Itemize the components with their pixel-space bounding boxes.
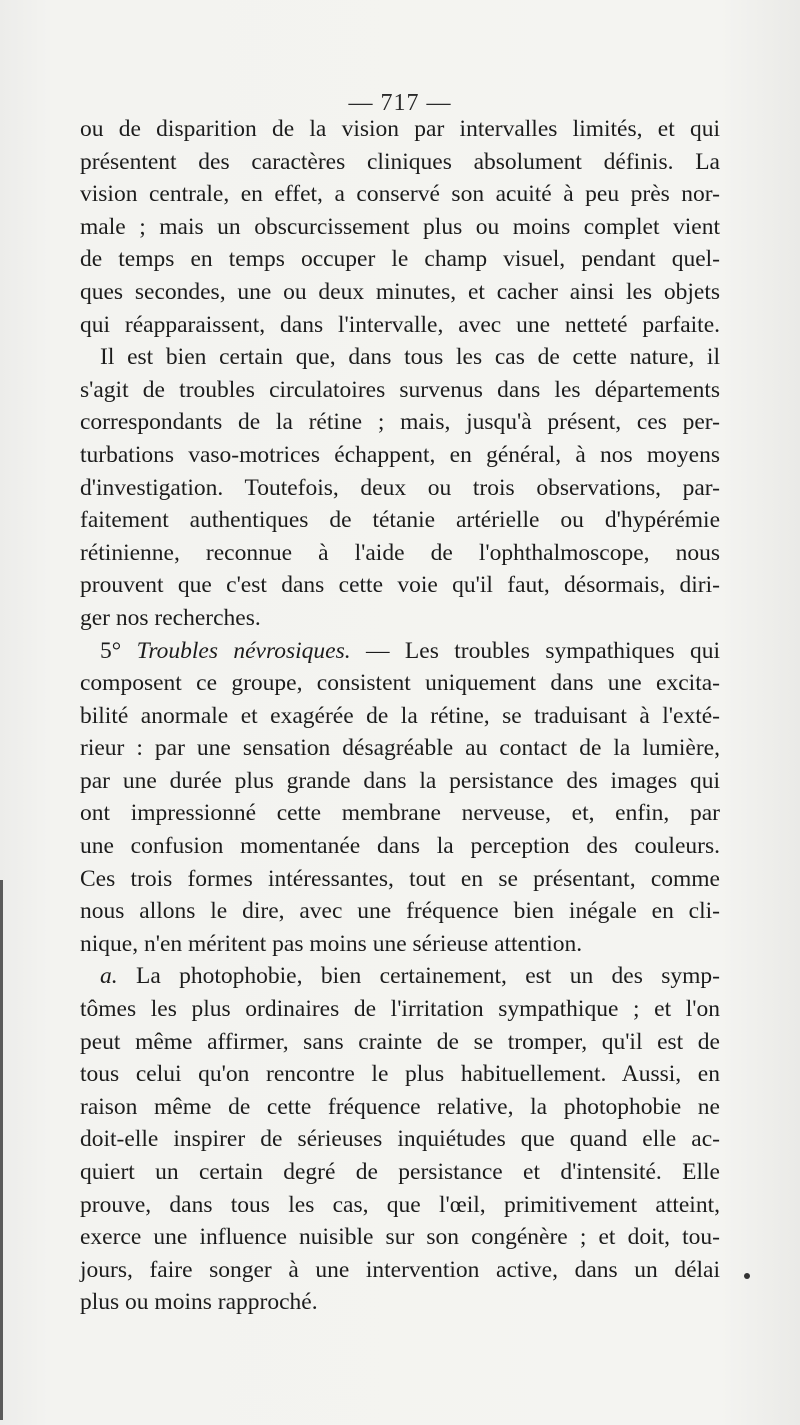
text-line: par une durée plus grande dans la persistance des images qui: [80, 767, 720, 794]
body-text: [80, 113, 720, 1319]
text-line: présentent des caractères cliniques absolument définis. La: [80, 148, 720, 175]
text-line: de temps en temps occuper le champ visuel, pendant quel-: [80, 246, 720, 273]
text-line: quiert un certain degré de persistance et d'intensité. Elle: [80, 1159, 720, 1185]
text-line: jours, faire songer à une intervention active, dans un délai: [80, 1256, 720, 1283]
text-line: s'agit de troubles circulatoires survenus dans les départements: [80, 376, 720, 403]
text-line: Il est bien certain que, dans tous les cas de cette nature, il: [100, 344, 720, 371]
text-line: tous celui qu'on rencontre le plus habituellement. Aussi, en: [80, 1061, 720, 1088]
text-line: doit-elle inspirer de sérieuses inquiétudes que quand elle ac-: [80, 1126, 720, 1153]
ink-speck: [744, 1273, 750, 1279]
text-line: rieur : par une sensation désagréable au contact de la lumière,: [80, 735, 720, 762]
subsection-a: [80, 960, 720, 993]
text-line: tômes les plus ordinaires de l'irritation sympathique ; et l'on: [80, 996, 720, 1023]
section-title: Troubles névrosiques.: [136, 637, 351, 664]
text-line: male ; mais un obscurcissement plus ou moins complet vient: [80, 213, 720, 240]
text-line: turbations vaso-motrices échappent, en général, à nos moyens: [80, 441, 720, 468]
text-line: ou de disparition de la vision par intervalles limités, et qui: [80, 116, 720, 142]
text-line: nique, n'en méritent pas moins une sérieuse attention.: [80, 930, 583, 957]
text-line: composent ce groupe, consistent uniquement dans une excita-: [80, 670, 720, 697]
text-line: raison même de cette fréquence relative, la photophobie ne: [80, 1093, 720, 1120]
text-line: ques secondes, une ou deux minutes, et cacher ainsi les objets: [80, 278, 720, 305]
text-line: faitement authentiques de tétanie artérielle ou d'hypérémie: [80, 507, 720, 534]
text-line: d'investigation. Toutefois, deux ou trois observations, par-: [80, 474, 720, 501]
text-line: Ces trois formes intéressantes, tout en se présentant, comme: [80, 865, 720, 892]
text-line: qui réapparaissent, dans l'intervalle, avec une netteté parfaite.: [80, 311, 720, 338]
text-line: prouvent que c'est dans cette voie qu'il faut, désormais, diri-: [80, 572, 720, 599]
subsection-letter: a.: [100, 963, 118, 990]
text-line: bilité anormale et exagérée de la rétine, se traduisant à l'exté-: [80, 702, 720, 729]
text-line: peut même affirmer, sans crainte de se tromper, qu'il est de: [80, 1028, 720, 1055]
section-number: 5°: [100, 637, 122, 664]
text-line: ger nos recherches.: [80, 604, 261, 631]
page-number: — 717 —: [348, 90, 452, 116]
section-heading-5: [80, 635, 720, 668]
text-line: ont impressionné cette membrane nerveuse, et, enfin, par: [80, 800, 720, 827]
text-line: nous allons le dire, avec une fréquence bien inégale en cli-: [80, 898, 720, 925]
section-lead-text: — Les troubles sympathiques qui: [366, 637, 721, 664]
text-line: exerce une influence nuisible sur son congénère ; et doit, tou-: [80, 1224, 720, 1251]
text-line: plus ou moins rapproché.: [80, 1289, 318, 1316]
text-line: rétinienne, reconnue à l'aide de l'ophthalmoscope, nous: [80, 539, 720, 566]
subsection-lead-text: La photophobie, bien certainement, est un des symp-: [135, 963, 720, 990]
text-line: une confusion momentanée dans la perception des couleurs.: [80, 833, 720, 860]
text-line: correspondants de la rétine ; mais, jusqu'à présent, ces per-: [80, 409, 720, 436]
scan-edge: [0, 880, 3, 1420]
text-line: prouve, dans tous les cas, que l'œil, primitivement atteint,: [80, 1191, 720, 1218]
text-line: vision centrale, en effet, a conservé son acuité à peu près nor-: [80, 181, 720, 208]
